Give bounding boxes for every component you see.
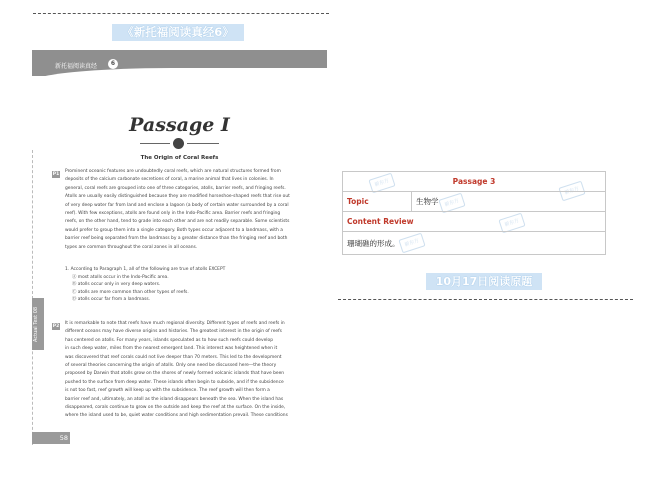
table-heading: Passage 3 xyxy=(343,172,606,192)
paragraph-line: barrier reef being separated from the landmass by a greater distance than the fringing reef and both xyxy=(65,236,288,242)
title-rule-left xyxy=(140,143,170,144)
content-review-value: 珊瑚礁的形成。 xyxy=(343,232,606,255)
topic-label: Topic xyxy=(343,192,412,212)
paragraph-line: disappeared, corals continue to grow on the outside and keep the reef at the surface. On the inside, xyxy=(65,405,286,411)
side-tab-label: Actual Test 08 xyxy=(33,306,39,342)
paragraph-line: proposed by Darwin that atolls grow on the shores of newly formed volcanic islands that have been xyxy=(65,371,285,377)
question-stem: 1. According to Paragraph 1, all of the following are true of atolls EXCEPT xyxy=(65,267,226,272)
watermark-logo: 新东方 xyxy=(558,181,585,202)
paragraph-line: reefs, on the other hand, tend to grade into each other and are not readily separable. Some scientists xyxy=(65,219,290,225)
page-header-text: 新托福阅读真经 xyxy=(55,63,98,70)
title-rule-right xyxy=(187,143,219,144)
watermark-logo: 新东方 xyxy=(398,233,425,254)
paragraph-marker-p2: P2 xyxy=(52,324,60,329)
answer-option-a[interactable]: Ⓐ most atolls occur in the Indo-Pacific area. xyxy=(72,274,169,280)
paragraph-line: different oceans may have diverse origins and histories. The greatest interest in the origin of reefs xyxy=(65,329,282,335)
bottom-banner: 10月17日阅读原题 xyxy=(426,273,542,290)
paragraph-line: has centered on atolls. For many years, islands speculated as to how such reefs could develop xyxy=(65,337,273,343)
paragraph-2 xyxy=(65,320,320,421)
paragraph-1 xyxy=(65,168,320,252)
question-1 xyxy=(65,266,320,304)
paragraph-line: of very deep water far from land and enclose a lagoon (a body of certain water surrounded by a coral xyxy=(65,202,289,208)
paragraph-line: deposits of the calcium carbonate secretions of coral, a marine animal that lives in colonies. In xyxy=(65,177,274,183)
paragraph-line: pushed to the surface from deep water. These islands often begin to subside, and if the subsidence xyxy=(65,379,284,385)
book-page xyxy=(32,50,327,445)
paragraph-line: is not too fast, reef growth will keep up with the subsidence. The reef growth will then form a xyxy=(65,388,270,394)
topic-value: 生物学 xyxy=(412,192,606,212)
passage-subtitle: The Origin of Coral Reefs xyxy=(140,155,219,161)
top-dashed-separator xyxy=(33,13,329,14)
answer-option-d[interactable]: Ⓓ atolls occur far from a landmass. xyxy=(72,297,151,303)
paragraph-line: of several theories concerning the origin of atolls. Only one need be discussed here—the theory xyxy=(65,363,277,369)
paragraph-line: in such deep water, miles from the nearest emergent land. This interest was heightened when it xyxy=(65,346,278,352)
paragraph-line: barrier reef and, ultimately, an atoll as the island disappears beneath the sea. When the island has xyxy=(65,396,284,402)
paragraph-line: Prominent oceanic features are undoubtedly coral reefs, which are natural structures formed from xyxy=(65,169,281,174)
watermark-logo: 新东方 xyxy=(368,173,395,194)
side-tab xyxy=(32,298,44,350)
paragraph-line: types are common throughout the coral zones in all oceans. xyxy=(65,244,198,250)
bottom-dashed-separator xyxy=(338,299,633,300)
paragraph-line: Atolls are usually easily distinguished because they are modified horseshoe-shaped reefs that rise out xyxy=(65,194,290,200)
passage-title: Passage I xyxy=(129,114,230,136)
paragraph-line: It is remarkable to note that reefs have much regional diversity. Different types of reefs and reefs in xyxy=(65,321,285,326)
answer-option-c[interactable]: Ⓒ atolls are more common than other types of reefs. xyxy=(72,289,189,295)
passage-review-table xyxy=(342,171,606,255)
paragraph-line: was discovered that reef corals could not live deeper than 70 meters. This led to the development xyxy=(65,354,282,360)
paragraph-line: general, coral reefs are grouped into one of three categories, atolls, barrier reefs, and fringing reefs. xyxy=(65,185,286,191)
title-ornament xyxy=(173,138,184,149)
paragraph-line: reef). With few exceptions, atolls are found only in the Indo-Pacific area. Barrier reefs and fringing xyxy=(65,211,281,217)
watermark-logo: 新东方 xyxy=(498,213,525,234)
answer-option-b[interactable]: Ⓑ atolls occur only in very deep waters. xyxy=(72,282,161,288)
paragraph-marker-p1: P1 xyxy=(52,172,60,177)
page-header-badge: 6 xyxy=(108,59,118,69)
paragraph-line: where the island used to be, quiet water conditions and high sedimentation prevail. These conditions xyxy=(65,413,288,419)
paragraph-line: would prefer to group them into a single category. Both types occur adjacent to a landmass, with a xyxy=(65,227,283,233)
top-banner: 《新托福阅读真经6》 xyxy=(112,24,244,41)
page-number: 58 xyxy=(32,432,70,444)
watermark-logo: 新东方 xyxy=(438,193,465,214)
content-review-label: Content Review xyxy=(343,212,606,232)
